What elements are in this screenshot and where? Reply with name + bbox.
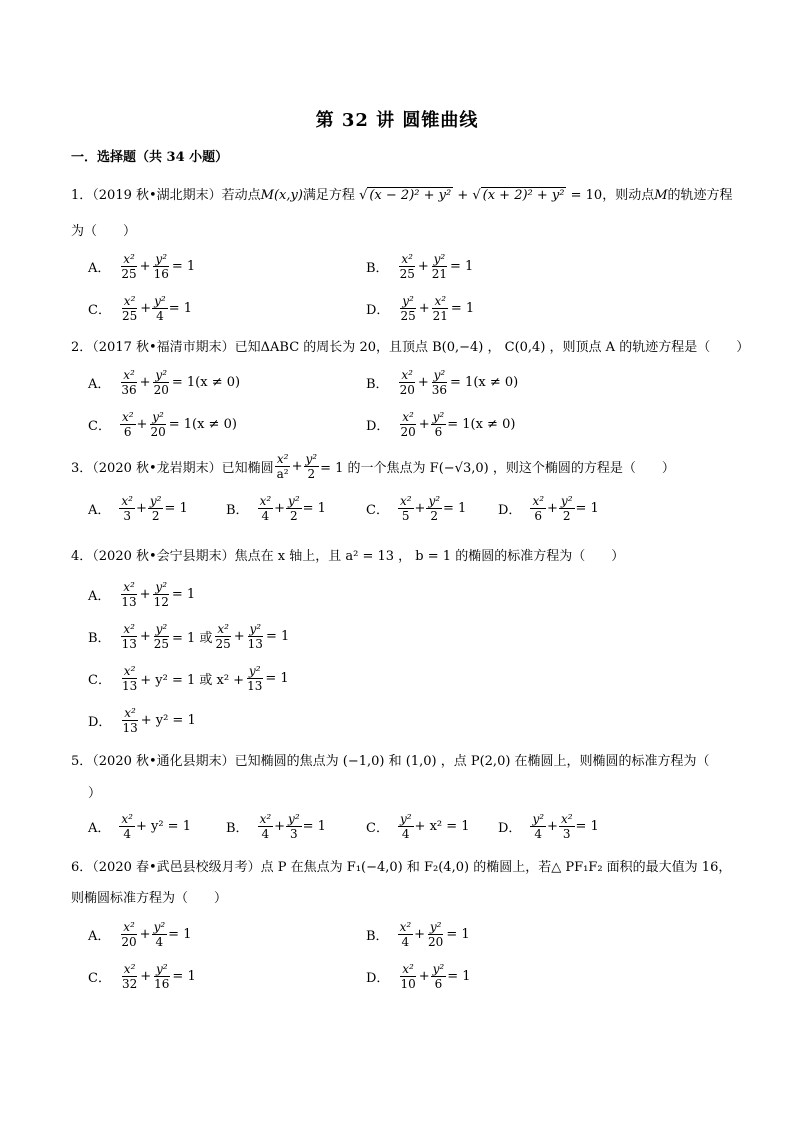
q2-option-b[interactable]: B． $\frac{\text{x²}}{20}$ + $\frac{\text{y²}}{36}$ = 1(x ≠ 0) bbox=[366, 368, 519, 397]
q5-option-b[interactable]: B． $\frac{\text{x²}}{4}$ + $\frac{\text{y²}}{3}$ = 1 bbox=[226, 812, 326, 841]
question-6-stem: 6．（2020 春•武邑县校级月考）点 P 在焦点为 F₁(−4,0) 和 F₂(4,0) 的椭圆上，若△ PF₁F₂ 面积的最大值为 16， bbox=[71, 860, 732, 875]
q4-option-c[interactable]: C． $\frac{\text{x²}}{13}$ + y² = 1 或 x² + $\frac{\text{y²}}{13}$ = 1 bbox=[88, 664, 289, 693]
q3-option-d[interactable]: D． $\frac{\text{x²}}{6}$ + $\frac{\text{y²}}{2}$ = 1 bbox=[498, 494, 599, 523]
q4-option-d[interactable]: D． $\frac{\text{x²}}{13}$ + y² = 1 bbox=[88, 706, 196, 735]
question-2-stem: 2．（2017 秋•福清市期末）已知ΔABC 的周长为 20，且顶点 B(0,−4) ， C(0,4) ，则顶点 A 的轨迹方程是（ ） bbox=[71, 340, 750, 355]
q6-option-b[interactable]: B． $\frac{\text{x²}}{4}$ + $\frac{\text{y²}}{20}$ = 1 bbox=[366, 920, 470, 949]
question-5-stem: 5．（2020 秋•通化县期末）已知椭圆的焦点为 (−1,0) 和 (1,0) ，点 P(2,0) 在椭圆上，则椭圆的标准方程为（ bbox=[71, 754, 710, 769]
page-title: 第 32 讲 圆锥曲线 bbox=[315, 110, 479, 131]
q3-option-a[interactable]: A． $\frac{\text{x²}}{3}$ + $\frac{\text{y²}}{2}$ = 1 bbox=[88, 494, 188, 523]
q4-option-b[interactable]: B． $\frac{\text{x²}}{13}$ + $\frac{\text{y²}}{25}$ = 1 或 $\frac{\text{x²}}{25}$ + $\frac{\text{y²}}{13}$ = 1 bbox=[88, 622, 290, 651]
q1-option-a[interactable]: A． $\frac{\text{x²}}{25}$ + $\frac{\text{y²}}{16}$ = 1 bbox=[88, 252, 196, 281]
question-3-stem: 3．（2020 秋•龙岩期末）已知椭圆 $\frac{\text{x²}}{\text{a²}}$ + $\frac{\text{y²}}{2}$ = 1 的一个焦点为 F(−√3,0) ，则这个椭圆的方程是（ ） bbox=[71, 452, 675, 481]
q4-option-a[interactable]: A． $\frac{\text{x²}}{13}$ + $\frac{\text{y²}}{12}$ = 1 bbox=[88, 580, 196, 609]
q5-option-c[interactable]: C． $\frac{\text{y²}}{4}$ + x² = 1 bbox=[366, 812, 470, 841]
question-1-stem-line2: 为（ ） bbox=[71, 224, 137, 239]
q5-option-a[interactable]: A． $\frac{\text{x²}}{4}$ + y² = 1 bbox=[88, 812, 191, 841]
q2-option-a[interactable]: A． $\frac{\text{x²}}{36}$ + $\frac{\text{y²}}{20}$ = 1(x ≠ 0) bbox=[88, 368, 241, 397]
section-heading: 一．选择题（共 34 小题） bbox=[71, 150, 229, 165]
q3-option-b[interactable]: B． $\frac{\text{x²}}{4}$ + $\frac{\text{y²}}{2}$ = 1 bbox=[226, 494, 326, 523]
q1-option-d[interactable]: D． $\frac{\text{y²}}{25}$ + $\frac{\text{x²}}{21}$ = 1 bbox=[366, 294, 475, 323]
question-5-stem-line2: ） bbox=[88, 786, 102, 801]
q2-option-c[interactable]: C． $\frac{\text{x²}}{6}$ + $\frac{\text{y²}}{20}$ = 1(x ≠ 0) bbox=[88, 410, 237, 439]
q1-option-c[interactable]: C． $\frac{\text{x²}}{25}$ + $\frac{\text{y²}}{4}$ = 1 bbox=[88, 294, 193, 323]
q6-option-d[interactable]: D． $\frac{\text{x²}}{10}$ + $\frac{\text{y²}}{6}$ = 1 bbox=[366, 962, 471, 991]
q2-option-d[interactable]: D． $\frac{\text{x²}}{20}$ + $\frac{\text{y²}}{6}$ = 1(x ≠ 0) bbox=[366, 410, 516, 439]
q1-option-b[interactable]: B． $\frac{\text{x²}}{25}$ + $\frac{\text{y²}}{21}$ = 1 bbox=[366, 252, 474, 281]
q6-option-a[interactable]: A． $\frac{\text{x²}}{20}$ + $\frac{\text{y²}}{4}$ = 1 bbox=[88, 920, 192, 949]
q3-option-c[interactable]: C． $\frac{\text{x²}}{5}$ + $\frac{\text{y²}}{2}$ = 1 bbox=[366, 494, 467, 523]
question-4-stem: 4．（2020 秋•会宁县期末）焦点在 x 轴上，且 a² = 13 ， b = 1 的椭圆的标准方程为（ ） bbox=[71, 549, 625, 564]
question-6-stem-line2: 则椭圆标准方程为（ ） bbox=[71, 891, 228, 906]
q5-option-d[interactable]: D． $\frac{\text{y²}}{4}$ + $\frac{\text{x²}}{3}$ = 1 bbox=[498, 812, 599, 841]
question-1-stem: 1．（2019 秋•湖北期末）若动点M(x,y)满足方程 √ (x − 2)² + y² + √ (x + 2)² + y² = 10，则动点M的轨迹方程 bbox=[71, 188, 733, 203]
q6-option-c[interactable]: C． $\frac{\text{x²}}{32}$ + $\frac{\text{y²}}{16}$ = 1 bbox=[88, 962, 196, 991]
